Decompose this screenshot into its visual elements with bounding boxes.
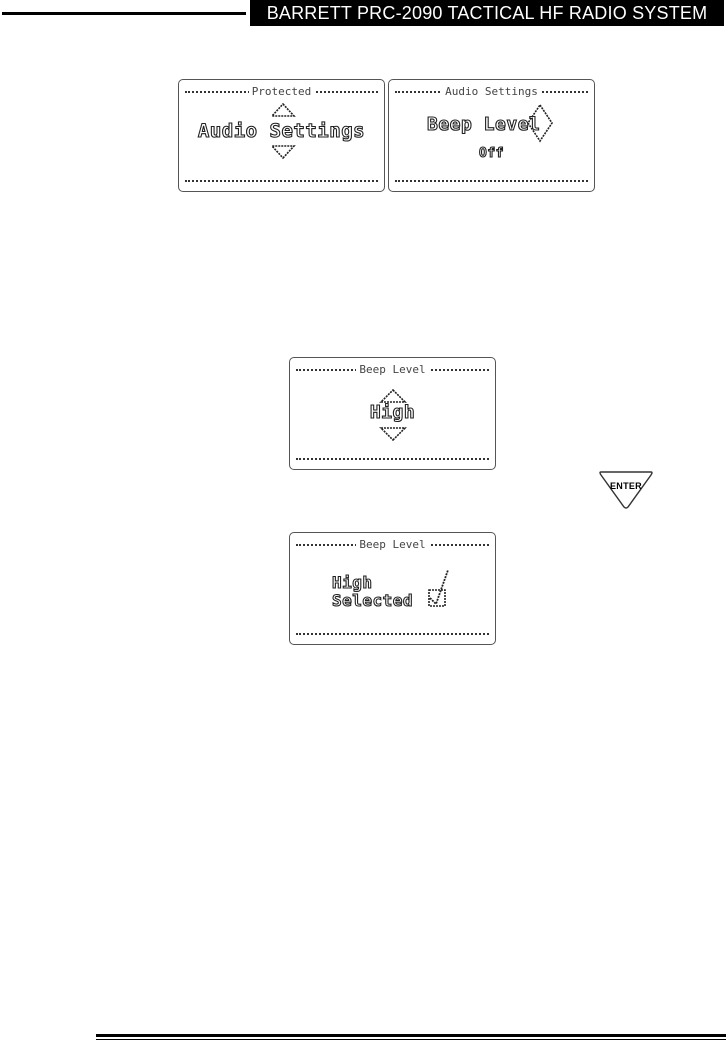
lcd-screen-selected	[289, 532, 496, 645]
lcd-title: Beep Level	[356, 364, 428, 376]
footer-rule	[96, 1034, 726, 1037]
check-box-icon	[424, 566, 454, 612]
up-down-arrow-icon	[525, 103, 555, 143]
lcd-line-2: Selected	[332, 591, 414, 610]
lcd-menu-item: Beep Level	[427, 114, 541, 135]
lcd-menu-item: Audio Settings	[197, 120, 366, 142]
lcd-screen-audio-settings	[388, 79, 595, 192]
lcd-screen-protected	[178, 79, 385, 192]
header-title: BARRETT PRC-2090 TACTICAL HF RADIO SYSTEM	[250, 0, 724, 26]
lcd-title-bar	[395, 86, 588, 98]
lcd-title: Beep Level	[356, 539, 428, 551]
lcd-screen-beep-level	[289, 357, 496, 470]
lcd-title-bar	[296, 364, 489, 376]
lcd-title: Protected	[249, 86, 315, 98]
lcd-title-bar	[185, 86, 378, 98]
lcd-menu-item: High	[369, 402, 416, 423]
lcd-title: Audio Settings	[442, 86, 541, 98]
enter-key-label: ENTER	[609, 481, 642, 491]
footer-rule-thin	[96, 1039, 726, 1040]
header-rule	[2, 12, 246, 15]
lcd-title-bar	[296, 539, 489, 551]
lcd-line-1: High	[332, 573, 373, 592]
lcd-value: Off	[479, 146, 504, 161]
